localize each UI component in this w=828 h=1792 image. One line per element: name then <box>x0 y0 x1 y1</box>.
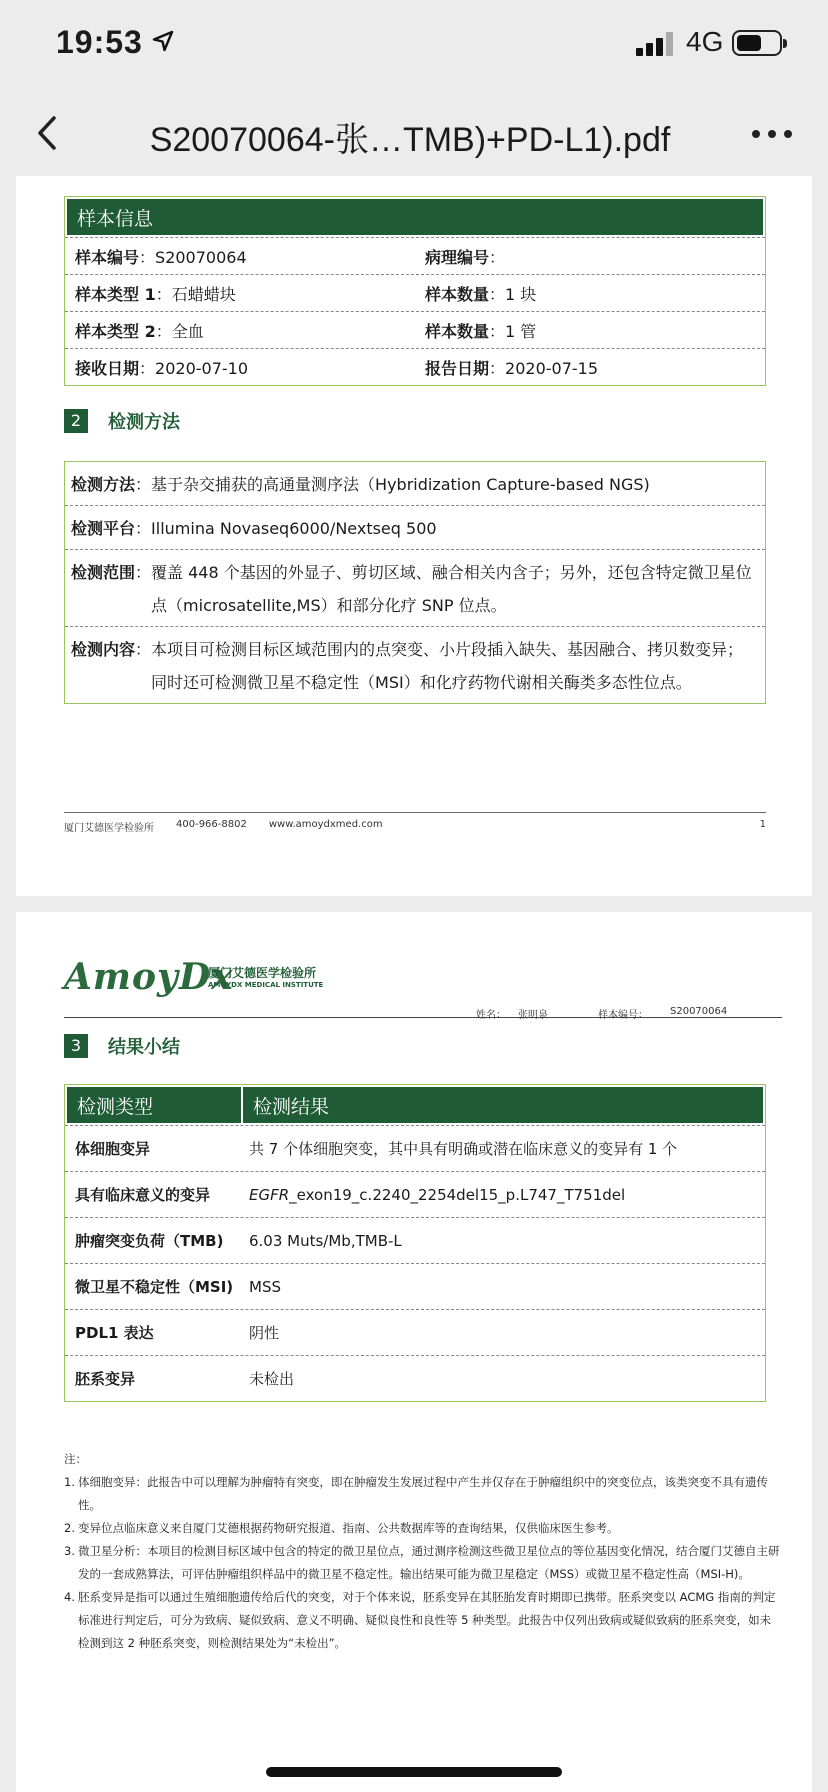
patient-header: 姓名： 张明泉 样本编号： S20070064 <box>64 1004 782 1018</box>
home-indicator[interactable] <box>266 1767 562 1777</box>
table-row: 样本编号：S20070064 病理编号： <box>65 237 765 274</box>
status-bar <box>0 0 828 90</box>
result-table <box>64 1084 766 1402</box>
table-row: 样本类型 1：石蜡蜡块 样本数量：1 块 <box>65 274 765 311</box>
status-time: 19:53 <box>56 24 143 60</box>
table-row: 检测方法 ： 基于杂交捕获的高通量测序法（Hybridization Capture-based NGS) <box>71 475 650 494</box>
page-footer: 厦门艾德医学检验所 400-966-8802 www.amoydxmed.com 1 <box>64 812 766 834</box>
section-heading <box>64 1033 180 1059</box>
table-row: 体细胞变异 共 7 个体细胞突变，其中具有明确或潜在临床意义的变异有 1 个 <box>65 1125 765 1171</box>
more-icon[interactable] <box>752 130 792 138</box>
note-item: 2. 变异位点临床意义来自厦门艾德根据药物研究报道、指南、公共数据库等的查询结果，仅供临床医生参考。 <box>64 1521 619 1535</box>
method-table <box>64 461 766 704</box>
table-row: 接收日期：2020-07-10 报告日期：2020-07-15 <box>65 348 765 385</box>
location-arrow-icon <box>152 30 174 52</box>
section-number: 3 <box>64 1034 88 1058</box>
table-row: 具有临床意义的变异 EGFR_exon19_c.2240_2254del15_p.L747_T751del <box>65 1171 765 1217</box>
table-row: PDL1 表达 阴性 <box>65 1309 765 1355</box>
section-heading <box>64 408 180 434</box>
amoydx-logo: AmoyDx <box>64 956 234 998</box>
notes-title: 注： <box>64 1452 87 1466</box>
section-title: 检测方法 <box>108 412 180 433</box>
table-header: 检测类型 检测结果 <box>67 1087 763 1123</box>
gene-name: EGFR <box>249 1185 290 1204</box>
pdf-page-2[interactable] <box>16 912 812 1792</box>
note-item: 3. 微卫星分析：本项目的检测目标区域中包含的特定的微卫星位点，通过测序检测这些微卫星位点的等位基因变化情况，结合厦门艾德自主研发的一套成熟算法，可评估肿瘤组织样品中的微卫星不稳定性。输出结果可能为微卫星稳定（MSS）或微卫星不稳定性高（MSI-H)。 <box>64 1544 780 1581</box>
table-row: 检测内容 ： 本项目可检测目标区域范围内的点突变、小片段插入缺失、基因融合、拷贝数变异；同时还可检测微卫星不稳定性（MSI）和化疗药物代谢相关酶类多态性位点。 <box>65 626 765 703</box>
note-item: 1. 体细胞变异：此报告中可以理解为肿瘤特有突变，即在肿瘤发生发展过程中产生并仅存在于肿瘤组织中的突变位点，该类突变不具有遗传性。 <box>64 1475 768 1512</box>
sample-info-header: 样本信息 <box>67 199 763 235</box>
table-row: 检测平台 ： Illumina Novaseq6000/Nextseq 500 <box>65 505 765 549</box>
section-title: 结果小结 <box>108 1037 180 1058</box>
table-row: 微卫星不稳定性（MSI) MSS <box>65 1263 765 1309</box>
table-row: 检测范围 ： 覆盖 448 个基因的外显子、剪切区域、融合相关内含子；另外，还包含特定微卫星位点（microsatellite,MS）和部分化疗 SNP 位点。 <box>65 549 765 626</box>
table-row: 肿瘤突变负荷（TMB) 6.03 Muts/Mb,TMB-L <box>65 1217 765 1263</box>
signal-icon <box>636 32 676 56</box>
pdf-page-1[interactable] <box>16 176 812 896</box>
back-chevron-icon[interactable] <box>30 110 70 156</box>
battery-icon <box>732 30 782 56</box>
table-row: 样本类型 2：全血 样本数量：1 管 <box>65 311 765 348</box>
notes <box>64 1448 782 1655</box>
file-title: S20070064-张…TMB)+PD-L1).pdf <box>149 121 671 159</box>
page-number: 1 <box>759 819 766 830</box>
note-item: 4. 胚系变异是指可以通过生殖细胞遗传给后代的突变，对于个体来说，胚系变异在其胚胎发育时期即已携带。胚系突变以 ACMG 指南的判定标准进行判定后，可分为致病、疑似致病、意义不明确、疑似良性和良性等 5 种类型。此报告中仅列出致病或疑似致病的胚系突变，如未检测到这 2 种胚系突变，则检测结果处为“未检出”。 <box>64 1590 776 1650</box>
sample-info-table <box>64 196 766 386</box>
network-type: 4G <box>686 26 724 57</box>
section-number: 2 <box>64 409 88 433</box>
logo-caption: 厦门艾德医学检验所 AMOYDX MEDICAL INSTITUTE <box>208 966 324 989</box>
nav-bar <box>0 90 828 176</box>
table-row: 胚系变异 未检出 <box>65 1355 765 1401</box>
